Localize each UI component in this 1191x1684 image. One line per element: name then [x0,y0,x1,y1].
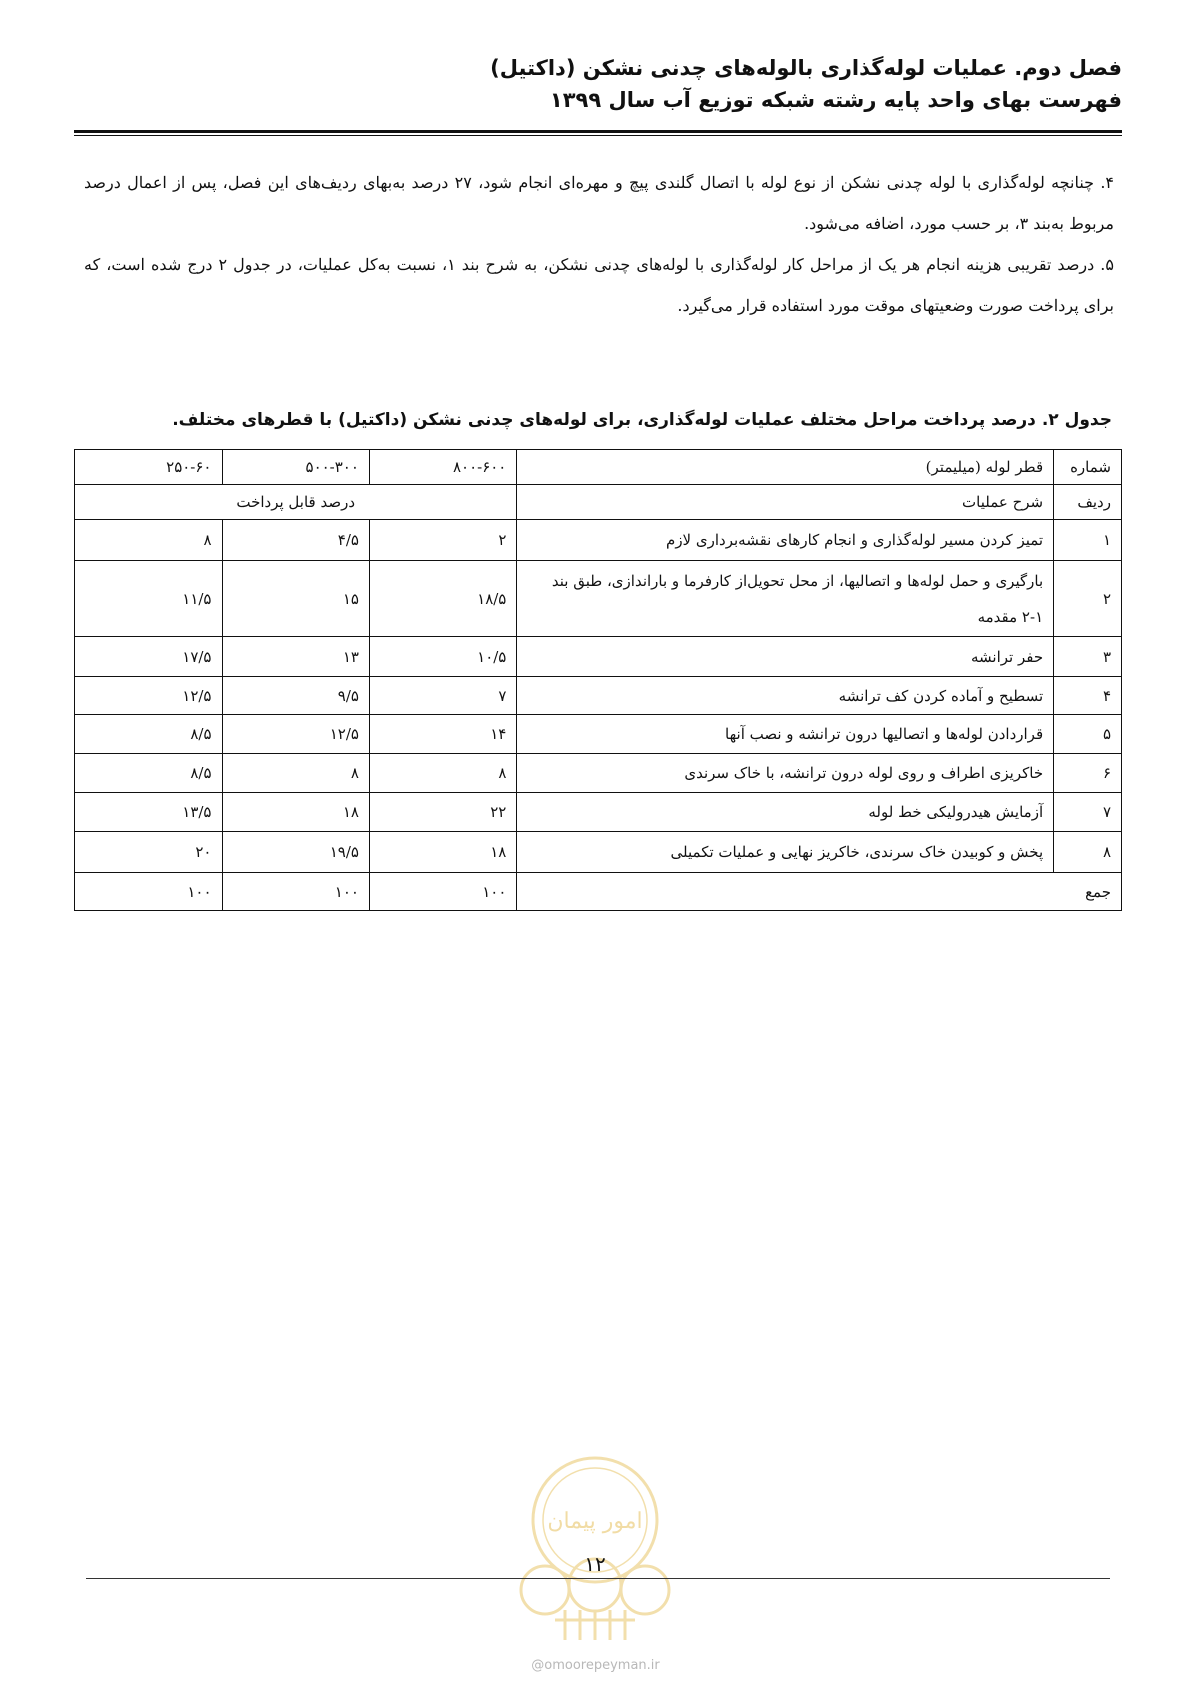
row-value-1: ۸ [369,754,516,793]
row-value-1: ۱۸/۵ [369,561,516,637]
row-value-2: ۱۸ [222,793,369,832]
row-value-3: ۱۲/۵ [75,677,223,715]
row-num: ۱ [1054,520,1122,561]
table-row [75,715,1122,754]
page-number: ۱۲ [584,1552,606,1576]
total-label: جمع [517,873,1122,911]
table-row [75,561,1122,637]
row-value-3: ۸/۵ [75,754,223,793]
watermark-logo [505,1450,685,1650]
row-num: ۳ [1054,637,1122,677]
row-value-1: ۲ [369,520,516,561]
row-value-2: ۸ [222,754,369,793]
row-num: ۸ [1054,832,1122,873]
table-row [75,832,1122,873]
footer-rule [86,1578,1110,1579]
row-num: ۶ [1054,754,1122,793]
row-value-3: ۸ [75,520,223,561]
row-value-3: ۸/۵ [75,715,223,754]
row-value-3: ۱۱/۵ [75,561,223,637]
table-header-row-1 [75,450,1122,485]
page-header [74,52,1122,116]
row-value-2: ۱۳ [222,637,369,677]
table-row [75,793,1122,832]
row-desc: تمیز کردن مسیر لوله‌گذاری و انجام کارهای نقشه‌برداری لازم [517,520,1054,561]
row-desc: قراردادن لوله‌ها و اتصالیها درون ترانشه و نصب آنها [517,715,1054,754]
row-num: ۴ [1054,677,1122,715]
row-desc: بارگیری و حمل لوله‌ها و اتصالیها، از محل تحویل‌از کارفرما و باراندازی، طبق بند ۱-۲ مقدمه [517,561,1054,637]
row-desc: خاکریزی اطراف و روی لوله درون ترانشه، با خاک سرندی [517,754,1054,793]
row-num: ۷ [1054,793,1122,832]
row-value-1: ۲۲ [369,793,516,832]
watermark-url: @omoorepeyman.ir [531,1658,660,1673]
row-desc: آزمایش هیدرولیکی خط لوله [517,793,1054,832]
table-row [75,637,1122,677]
row-value-1: ۱۴ [369,715,516,754]
total-value-3: ۱۰۰ [75,873,223,911]
header-desc: شرح عملیات [517,485,1054,520]
row-value-2: ۱۲/۵ [222,715,369,754]
header-rule-thin [74,135,1122,136]
chapter-title: فصل دوم. عملیات لوله‌گذاری بالوله‌های چدنی نشکن (داکتیل) [490,56,1122,80]
header-col-500-300: ۵۰۰-۳۰۰ [222,450,369,485]
header-rule-thick [74,130,1122,133]
paragraph-4: ۴. چنانچه لوله‌گذاری با لوله چدنی نشکن از نوع لوله با اتصال گلندی پیچ و مهره‌ای انجام شود، ۲۷ درصد به‌بهای ردیف‌های این فصل، پس از اعمال درصد مربوط به‌بند ۳، بر حسب مورد، اضافه می‌شود. [84,173,1114,233]
row-num: ۲ [1054,561,1122,637]
body-paragraphs [84,162,1114,326]
row-value-1: ۱۸ [369,832,516,873]
header-num: شماره [1054,450,1122,485]
price-list-title: فهرست بهای واحد پایه رشته شبکه توزیع آب سال ۱۳۹۹ [549,88,1122,112]
table-row [75,677,1122,715]
header-row-label: ردیف [1054,485,1122,520]
header-diameter: قطر لوله (میلیمتر) [517,450,1054,485]
row-value-2: ۱۹/۵ [222,832,369,873]
row-desc: تسطیح و آماده کردن کف ترانشه [517,677,1054,715]
watermark-logo-text: امور پیمان [547,1509,643,1534]
table-caption: جدول ۲. درصد پرداخت مراحل مختلف عملیات لوله‌گذاری، برای لوله‌های چدنی نشکن (داکتیل) با قطرهای مختلف. [172,410,1112,430]
row-value-1: ۱۰/۵ [369,637,516,677]
paragraph-5: ۵. درصد تقریبی هزینه انجام هر یک از مراحل کار لوله‌گذاری با لوله‌های چدنی نشکن، به شرح بند ۱، نسبت به‌کل عملیات، در جدول ۲ درج شده است، که برای پرداخت صورت وضعیتهای موقت مورد استفاده قرار می‌گیرد. [84,255,1114,315]
row-value-1: ۷ [369,677,516,715]
row-desc: حفر ترانشه [517,637,1054,677]
table-total-row [75,873,1122,911]
row-value-3: ۲۰ [75,832,223,873]
operations-table [74,449,1122,911]
table-row [75,520,1122,561]
row-value-3: ۱۳/۵ [75,793,223,832]
row-value-2: ۴/۵ [222,520,369,561]
row-desc: پخش و کوبیدن خاک سرندی، خاکریز نهایی و عملیات تکمیلی [517,832,1054,873]
header-col-250-60: ۲۵۰-۶۰ [75,450,223,485]
row-value-2: ۹/۵ [222,677,369,715]
total-value-1: ۱۰۰ [369,873,516,911]
header-col-800-600: ۸۰۰-۶۰۰ [369,450,516,485]
table-row [75,754,1122,793]
row-value-2: ۱۵ [222,561,369,637]
total-value-2: ۱۰۰ [222,873,369,911]
header-payable-percent: درصد قابل پرداخت [75,485,517,520]
row-value-3: ۱۷/۵ [75,637,223,677]
row-num: ۵ [1054,715,1122,754]
table-header-row-2 [75,485,1122,520]
